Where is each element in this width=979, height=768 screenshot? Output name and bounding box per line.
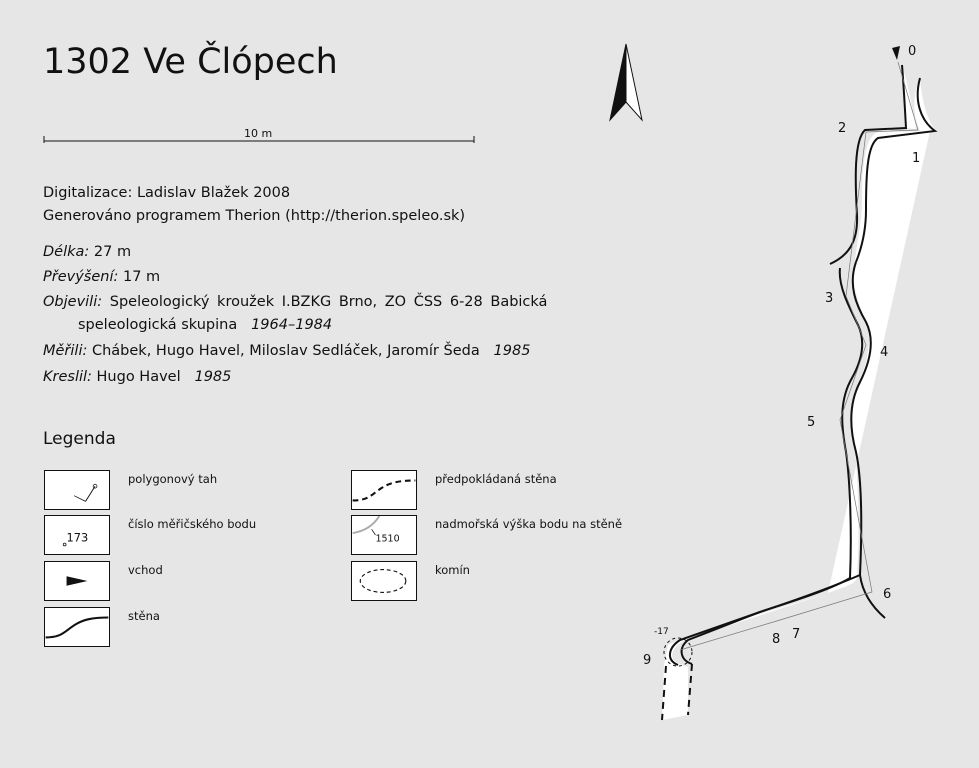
length-value: 27 m xyxy=(93,244,132,260)
station-label: 1 xyxy=(912,151,921,166)
station-label: 6 xyxy=(883,587,892,602)
map-title: 1302 Ve Člópech xyxy=(43,42,338,82)
station-label: 2 xyxy=(838,121,847,136)
station-label: 5 xyxy=(807,415,816,430)
surveyed-value: Chábek, Hugo Havel, Miloslav Sedláček, Jaromír Šeda xyxy=(91,343,480,359)
legend-title: Legenda xyxy=(43,429,116,449)
generator-credit: Generováno programem Therion (http://therion.speleo.sk) xyxy=(43,208,466,224)
surveyed-year: 1985 xyxy=(493,343,531,359)
altitude-label: -17 xyxy=(654,627,669,637)
depth-label: Převýšení: xyxy=(43,269,119,285)
discovered-years: 1964–1984 xyxy=(251,317,333,333)
station-label: 0 xyxy=(908,44,917,59)
station-label: 9 xyxy=(643,653,652,668)
drawn-value: Hugo Havel xyxy=(96,369,181,385)
station-label: 7 xyxy=(792,627,801,642)
drawn-year: 1985 xyxy=(194,369,232,385)
digitization-credit: Digitalizace: Ladislav Blažek 2008 xyxy=(43,185,291,201)
legend-label-station-number: číslo měřičského bodu xyxy=(128,517,257,531)
discovered-label: Objevili: xyxy=(43,294,103,310)
cave-passage xyxy=(662,46,936,720)
legend-label-altitude-point: nadmořská výška bodu na stěně xyxy=(435,517,623,531)
svg-text:1510: 1510 xyxy=(375,533,400,545)
station-label: 4 xyxy=(880,345,889,360)
station-label: 3 xyxy=(825,291,834,306)
legend-label-survey-leg: polygonový tah xyxy=(128,472,218,486)
station-label: 8 xyxy=(772,632,781,647)
legend-label-wall: stěna xyxy=(128,609,160,623)
legend-label-chimney: komín xyxy=(435,563,470,577)
discovered-value: Speleologický kroužek I.BZKG Brno, ZO ČSS 6-28 Babická xyxy=(109,294,548,310)
length-label: Délka: xyxy=(43,244,90,260)
discovered-value-2: speleologická skupina xyxy=(78,317,238,333)
surveyed-label: Měřili: xyxy=(43,343,88,359)
depth-value: 17 m xyxy=(122,269,161,285)
legend-label-presumed-wall: předpokládaná stěna xyxy=(435,472,557,486)
legend-label-entrance: vchod xyxy=(128,563,163,577)
svg-text:173: 173 xyxy=(66,530,89,545)
drawn-label: Kreslil: xyxy=(43,369,92,385)
scale-bar-label: 10 m xyxy=(244,127,273,140)
